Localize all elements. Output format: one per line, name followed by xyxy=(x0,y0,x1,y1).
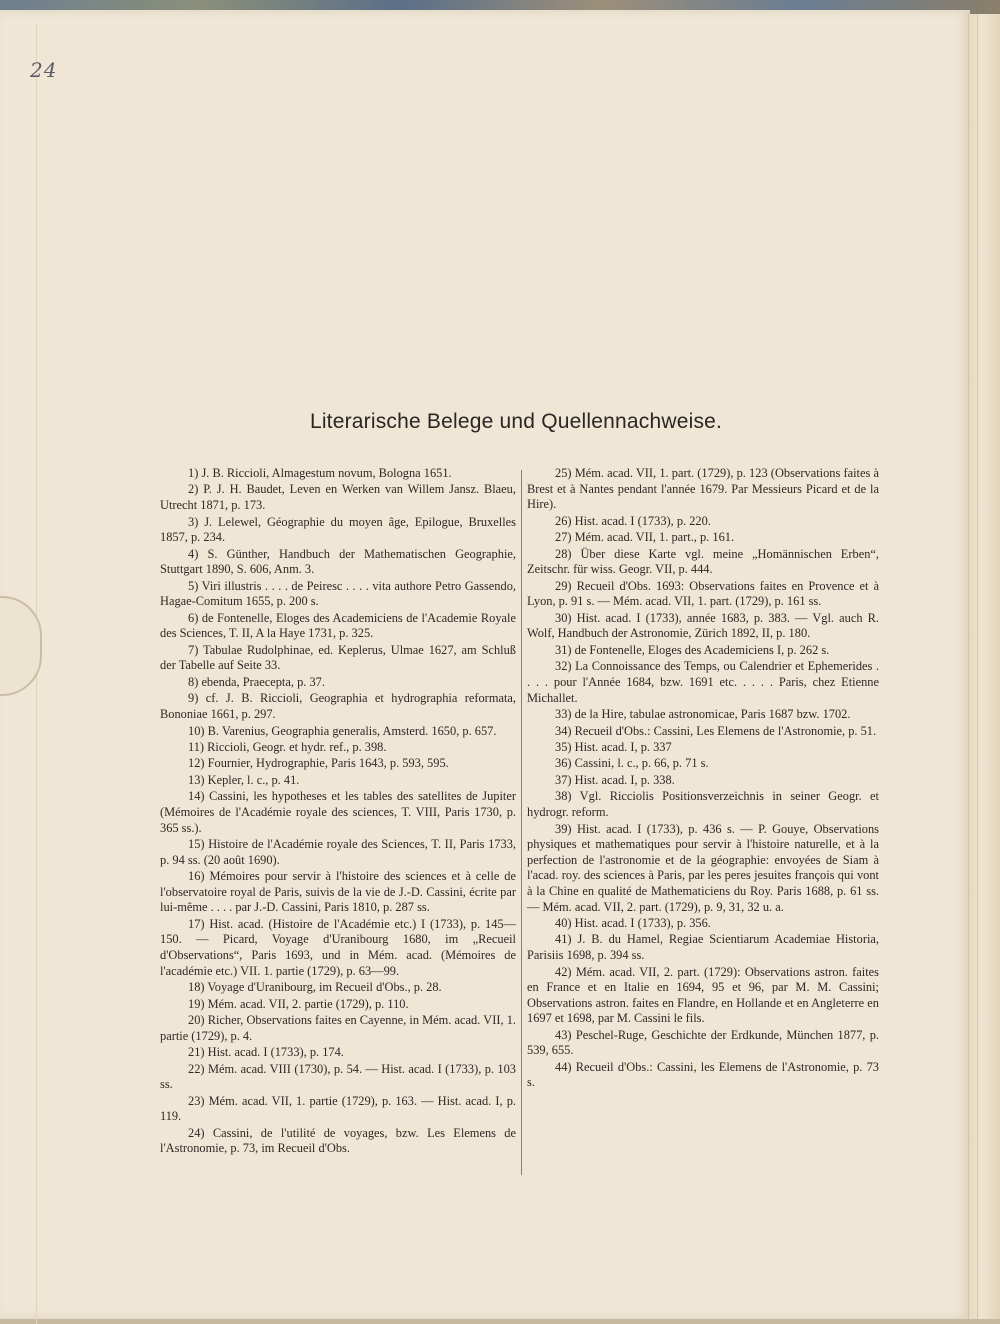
reference-entry xyxy=(160,837,516,868)
reference-entry xyxy=(160,579,516,610)
reference-text: Kepler, l. c., p. 41. xyxy=(207,772,300,787)
reference-text: Hist. acad. I (1733), p. 436 s. — P. Gouye, Observations physiques et mathematiques pour servir à l'histoire naturelle, et à la perfection de l'astronomie et de la géographie: envoyées de Siam à l'acad. roy. des sciences à Paris, par les peres jesuites françois qui vont à la Chine en qualité de Mathematiciens du Roy. Paris 1688, p. 61 ss. — Mém. acad. VII, 2. part. (1729), p. 9, 31, 32 u. a. xyxy=(527,821,879,914)
reference-number: 11) xyxy=(188,740,205,754)
reference-entry xyxy=(527,756,879,772)
reference-number: 30) xyxy=(555,610,572,625)
reference-text: Histoire de l'Académie royale des Sciences, T. II, Paris 1733, p. 94 ss. (20 août 1690). xyxy=(160,837,516,867)
reference-entry xyxy=(160,675,516,691)
reference-entry xyxy=(527,514,879,530)
reference-number: 27) xyxy=(555,530,572,545)
reference-entry xyxy=(527,773,879,789)
reference-number: 2) xyxy=(188,482,199,497)
reference-entry xyxy=(160,643,516,674)
reference-text: La Connoissance des Temps, ou Calendrier et Ephemerides . . . . pour l'Année 1684, bzw. 1691 etc. . . . . Paris, chez Etienne Michallet. xyxy=(527,659,879,705)
reference-number: 24) xyxy=(188,1125,205,1140)
reference-entry xyxy=(527,932,879,963)
reference-number: 21) xyxy=(188,1045,205,1060)
reference-text: Hist. acad. I, p. 337 xyxy=(574,740,672,754)
reference-text: Viri illustris . . . . de Peiresc . . . . vita authore Petro Gassendo, Hagae-Comitum 1655, p. 200 s. xyxy=(160,578,516,609)
reference-text: Voyage d'Uranibourg, im Recueil d'Obs., p. 28. xyxy=(207,980,442,995)
reference-text: de Fontenelle, Eloges des Academiciens I, p. 262 s. xyxy=(574,642,830,657)
reference-entry xyxy=(527,530,879,546)
reference-entry xyxy=(527,466,879,513)
reference-text: Mém. acad. VII, 1. part., p. 161. xyxy=(574,530,735,545)
reference-number: 28) xyxy=(555,546,572,561)
reference-text: Über diese Karte vgl. meine „Homännischen Erben“, Zeitschr. für wiss. Geogr. VII, p. 444. xyxy=(527,546,879,577)
reference-number: 9) xyxy=(188,691,199,706)
reference-number: 31) xyxy=(555,642,572,657)
reference-entry xyxy=(160,1062,516,1093)
reference-number: 35) xyxy=(555,740,572,754)
page-title: Literarische Belege und Quellennachweise. xyxy=(309,410,723,433)
reference-text: Hist. acad. (Histoire de l'Académie etc.) I (1733), p. 145—150. — Picard, Voyage d'Uranibourg 1680, im „Recueil d'Observations“, Paris 1693, und in Mém. acad. (Mémoires de l'académie etc.) VII. 1. partie (1729), p. 63—99. xyxy=(160,916,516,978)
references-left-column xyxy=(160,466,516,1158)
reference-entry xyxy=(160,691,516,722)
reference-entry xyxy=(160,789,516,836)
reference-text: Hist. acad. I (1733), p. 174. xyxy=(207,1045,344,1060)
reference-text: Mém. acad. VII, 1. part. (1729), p. 123 (Observations faites à Brest et à Nantes pendant l'année 1679. Par Messieurs Picard et de la Hire). xyxy=(527,466,879,512)
reference-entry xyxy=(160,482,516,513)
reference-entry xyxy=(160,466,516,482)
reference-number: 41) xyxy=(555,932,572,947)
reference-entry xyxy=(527,659,879,706)
reference-number: 13) xyxy=(188,772,205,787)
reference-number: 43) xyxy=(555,1027,572,1042)
references-right-column xyxy=(527,466,879,1092)
reference-number: 22) xyxy=(188,1061,205,1076)
reference-number: 39) xyxy=(555,821,572,836)
reference-entry xyxy=(527,707,879,723)
reference-number: 5) xyxy=(188,578,199,593)
reference-number: 12) xyxy=(188,756,205,771)
reference-number: 37) xyxy=(555,772,572,787)
reference-entry xyxy=(527,916,879,932)
reference-text: Hist. acad. I (1733), p. 220. xyxy=(574,513,711,528)
reference-entry xyxy=(527,965,879,1027)
reference-entry xyxy=(160,1094,516,1125)
reference-text: J. Lelewel, Géographie du moyen âge, Epilogue, Bruxelles 1857, p. 234. xyxy=(160,514,516,545)
reference-number: 8) xyxy=(188,674,199,689)
reference-entry xyxy=(160,547,516,578)
reference-entry xyxy=(160,773,516,789)
reference-number: 44) xyxy=(555,1059,572,1074)
reference-entry xyxy=(527,822,879,916)
reference-entry xyxy=(160,980,516,996)
reference-entry xyxy=(160,740,516,756)
reference-text: Fournier, Hydrographie, Paris 1643, p. 593, 595. xyxy=(207,756,449,771)
reference-number: 19) xyxy=(188,996,205,1011)
reference-number: 18) xyxy=(188,980,205,995)
reference-text: Tabulae Rudolphinae, ed. Keplerus, Ulmae 1627, am Schluß der Tabelle auf Seite 33. xyxy=(160,642,517,673)
reference-text: Recueil d'Obs.: Cassini, les Elemens de l'Astronomie, p. 73 s. xyxy=(527,1059,879,1090)
reference-text: Hist. acad. I (1733), p. 356. xyxy=(574,915,711,930)
reference-number: 36) xyxy=(555,756,572,771)
reference-text: Vgl. Ricciolis Positionsverzeichnis in seiner Geogr. et hydrogr. reform. xyxy=(527,789,879,820)
reference-number: 6) xyxy=(188,610,199,625)
reference-entry xyxy=(527,1028,879,1059)
reference-number: 29) xyxy=(555,578,572,593)
reference-entry xyxy=(160,515,516,546)
reference-text: Mém. acad. VII, 1. partie (1729), p. 163. — Hist. acad. I, p. 119. xyxy=(160,1093,516,1124)
reference-number: 42) xyxy=(555,964,572,979)
reference-text: B. Varenius, Geographia generalis, Amsterd. 1650, p. 657. xyxy=(207,723,497,738)
reference-entry xyxy=(527,643,879,659)
reference-text: Cassini, de l'utilité de voyages, bzw. Les Elemens de l'Astronomie, p. 73, im Recueil d'Obs. xyxy=(160,1125,516,1156)
reference-entry xyxy=(160,611,516,642)
reference-number: 10) xyxy=(188,723,205,738)
reference-text: ebenda, Praecepta, p. 37. xyxy=(201,674,325,689)
reference-text: Cassini, les hypotheses et les tables des satellites de Jupiter (Mémoires de l'Académie royale des sciences, T. VIII, Paris 1730, p. 365 ss.). xyxy=(160,789,516,835)
reference-entry xyxy=(527,547,879,578)
reference-number: 17) xyxy=(188,916,205,931)
page-stack-edge xyxy=(968,14,1000,1319)
reference-text: Cassini, l. c., p. 66, p. 71 s. xyxy=(574,756,709,771)
reference-entry xyxy=(160,869,516,916)
reference-text: Recueil d'Obs.: Cassini, Les Elemens de l'Astronomie, p. 51. xyxy=(574,723,877,738)
reference-number: 26) xyxy=(555,513,572,528)
reference-number: 14) xyxy=(188,789,205,804)
reference-number: 25) xyxy=(555,466,572,480)
reference-text: Mémoires pour servir à l'histoire des sciences et à celle de l'observatoire royal de Paris, suivis de la vie de J.-D. Cassini, écrite par lui-même . . . . par J.-D. Cassini, Paris 1810, p. 287 ss. xyxy=(160,869,516,915)
reference-number: 3) xyxy=(188,514,199,529)
reference-number: 33) xyxy=(555,707,572,722)
reference-text: Riccioli, Geogr. et hydr. ref., p. 398. xyxy=(207,740,387,754)
reference-number: 40) xyxy=(555,915,572,930)
reference-number: 1) xyxy=(188,466,199,480)
reference-text: J. B. Riccioli, Almagestum novum, Bologna 1651. xyxy=(201,466,452,480)
reference-number: 4) xyxy=(188,546,199,561)
reference-entry xyxy=(527,740,879,756)
reference-entry xyxy=(527,724,879,740)
reference-number: 15) xyxy=(188,837,205,852)
reference-text: Recueil d'Obs. 1693: Observations faites en Provence et à Lyon, p. 91 s. — Mém. acad. VII, 1. part. (1729), p. 161 ss. xyxy=(527,578,879,609)
reference-entry xyxy=(527,579,879,610)
reference-entry xyxy=(160,756,516,772)
reference-text: J. B. du Hamel, Regiae Scientiarum Academiae Historia, Parisiis 1698, p. 394 ss. xyxy=(527,932,879,963)
reference-text: de Fontenelle, Eloges des Academiciens de l'Academie Royale des Sciences, T. II, A la Haye 1731, p. 325. xyxy=(160,610,516,641)
reference-number: 32) xyxy=(555,659,572,674)
reference-text: cf. J. B. Riccioli, Geographia et hydrographia reformata, Bononiae 1661, p. 297. xyxy=(160,691,516,722)
reference-number: 7) xyxy=(188,642,199,657)
reference-number: 16) xyxy=(188,869,205,884)
reference-number: 38) xyxy=(555,789,572,804)
reference-entry xyxy=(160,724,516,740)
reference-number: 20) xyxy=(188,1013,205,1028)
reference-text: P. J. H. Baudet, Leven en Werken van Willem Jansz. Blaeu, Utrecht 1871, p. 173. xyxy=(160,482,516,513)
reference-entry xyxy=(160,917,516,979)
reference-entry xyxy=(160,997,516,1013)
reference-text: S. Günther, Handbuch der Mathematischen Geographie, Stuttgart 1890, S. 606, Anm. 3. xyxy=(160,546,516,577)
handwritten-page-number: 24 xyxy=(30,58,58,82)
reference-entry xyxy=(527,611,879,642)
reference-text: Mém. acad. VIII (1730), p. 54. — Hist. acad. I (1733), p. 103 ss. xyxy=(160,1061,516,1092)
reference-text: Hist. acad. I (1733), année 1683, p. 383. — Vgl. auch R. Wolf, Handbuch der Astronomie, Zürich 1892, II, p. 180. xyxy=(527,610,879,641)
reference-text: Hist. acad. I, p. 338. xyxy=(574,772,675,787)
reference-text: Mém. acad. VII, 2. part. (1729): Observations astron. faites en France et en Italie en 1694, 95 et 96, par M. M. Cassini; Observations astron. faites en Flandre, en Hollande et en Angleterre en 1697 et 1698, par M. Cassini le fils. xyxy=(527,964,879,1026)
reference-number: 34) xyxy=(555,723,572,738)
reference-text: Mém. acad. VII, 2. partie (1729), p. 110. xyxy=(207,996,409,1011)
reference-text: Richer, Observations faites en Cayenne, in Mém. acad. VII, 1. partie (1729), p. 4. xyxy=(160,1013,516,1043)
reference-text: Peschel-Ruge, Geschichte der Erdkunde, München 1877, p. 539, 655. xyxy=(527,1027,879,1058)
reference-entry xyxy=(160,1126,516,1157)
column-divider xyxy=(521,470,522,1175)
reference-entry xyxy=(527,1060,879,1091)
reference-entry xyxy=(160,1045,516,1061)
reference-number: 23) xyxy=(188,1093,205,1108)
reference-text: de la Hire, tabulae astronomicae, Paris 1687 bzw. 1702. xyxy=(574,707,851,722)
reference-entry xyxy=(527,789,879,820)
reference-entry xyxy=(160,1013,516,1044)
